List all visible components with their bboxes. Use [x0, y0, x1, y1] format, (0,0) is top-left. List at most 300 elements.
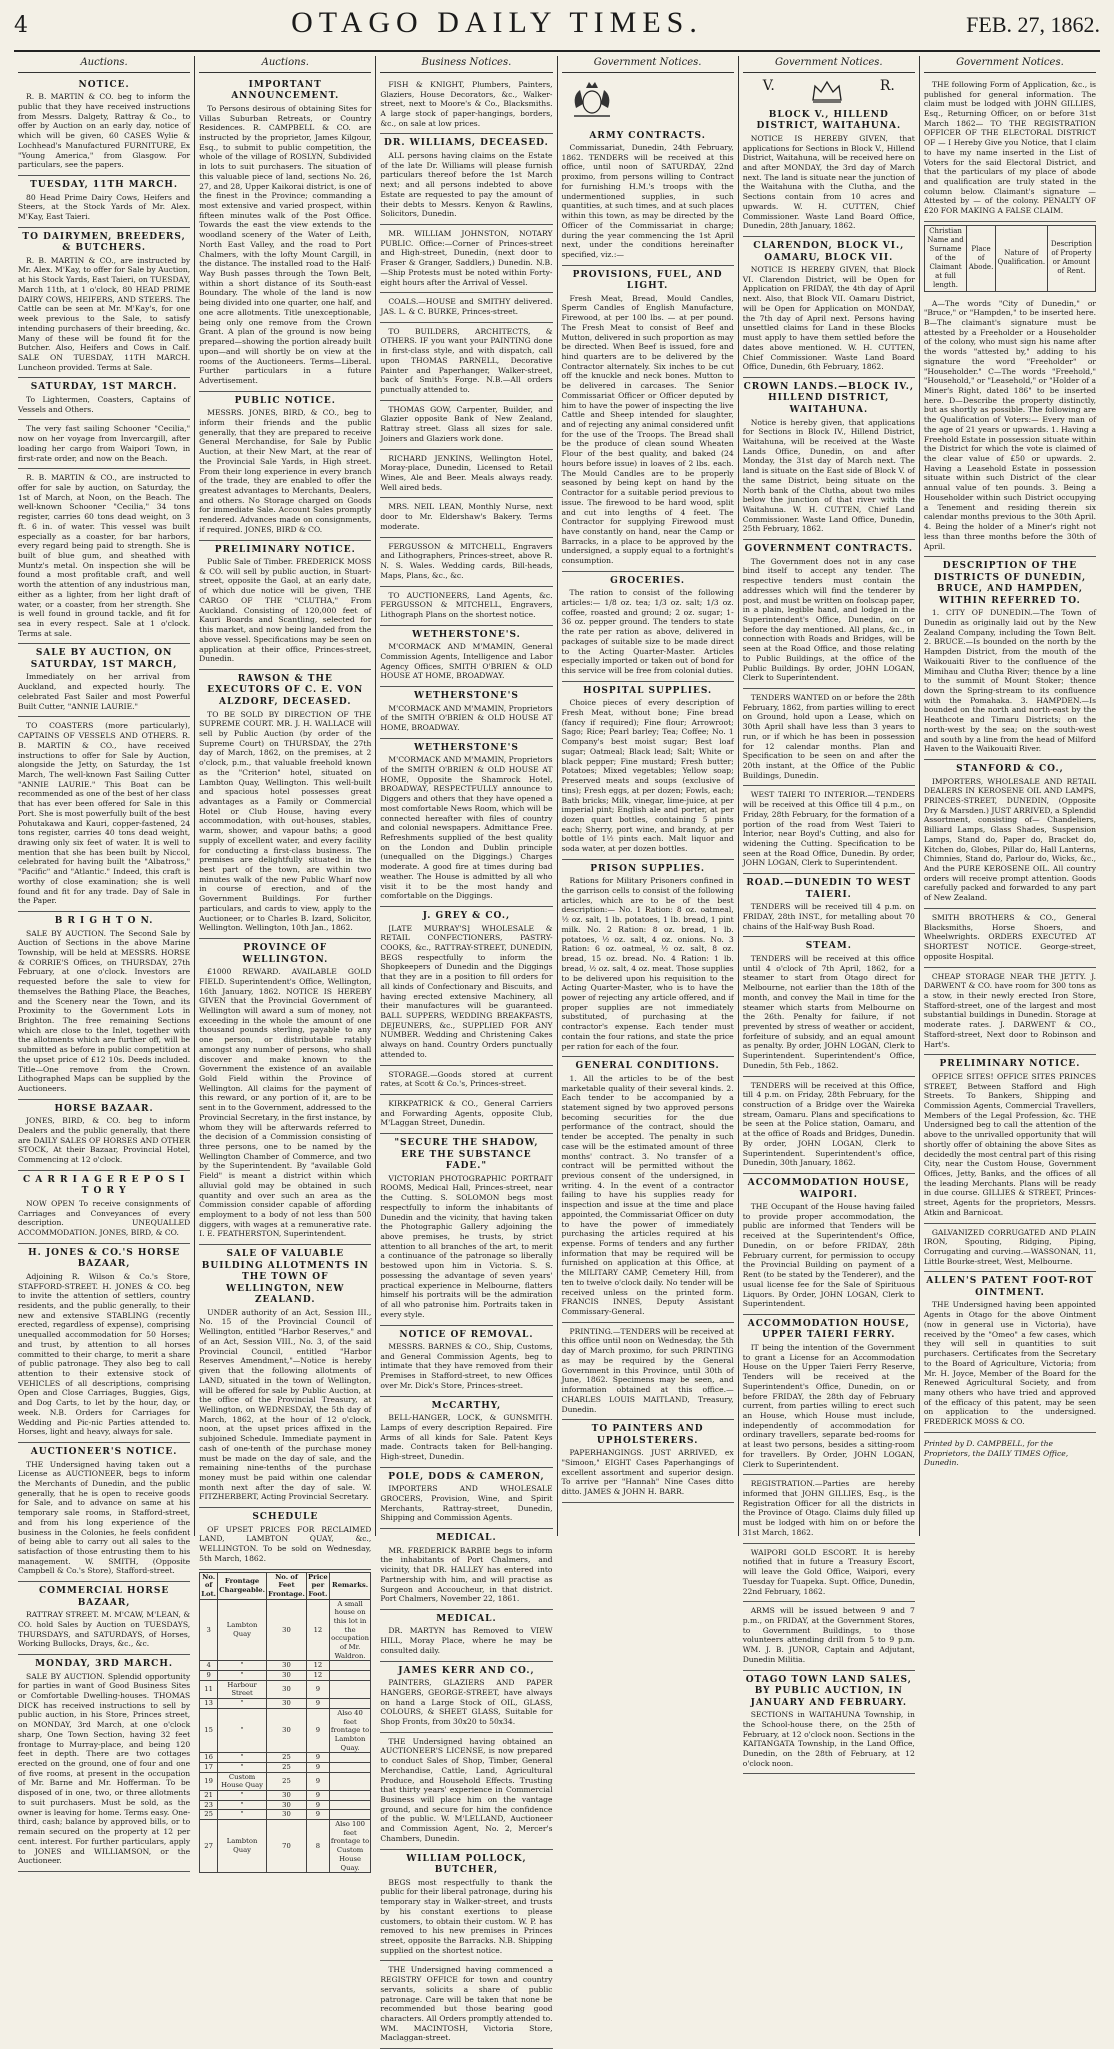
table-cell: 30	[267, 1671, 307, 1681]
ad-body: PAPERHANGINGS. JUST ARRIVED, ex "Simoon," EIGHT Cases Paperhangings of excellent assortment and superior design. To arrive per "Hannah" Nine Cases ditto ditto. JAMES & JOHN H. BARR.	[561, 1448, 734, 1497]
advertisement	[18, 1655, 190, 1872]
table-cell: "	[218, 1800, 267, 1810]
ad-body: ARMS will be issued between 9 and 7 p.m., on FRIDAY, at the Government Stores, to Government Buildings, to those volunteers attending drill from 5 to 9 p.m. WM. J. B. JUNOR, Captain and Adjutant, Dunedin Militia.	[742, 1606, 915, 1664]
column-1	[14, 56, 195, 1866]
ad-heading: PUBLIC NOTICE.	[234, 395, 336, 406]
table-cell: 4	[200, 1661, 218, 1671]
claim-cell: Christian Name and Surname of the Claimant at full length.	[924, 225, 966, 291]
table-cell: 25	[200, 1810, 218, 1820]
table-cell	[329, 1671, 371, 1681]
table-cell	[329, 1772, 371, 1790]
advertisement	[18, 228, 190, 379]
advertisement	[380, 134, 552, 225]
advertisement	[380, 1134, 552, 1325]
table-cell: 9	[306, 1753, 329, 1763]
table-cell	[329, 1699, 371, 1709]
ad-heading: PROVINCE OF WELLINGTON.	[242, 943, 329, 965]
table-cell: 16	[200, 1753, 218, 1763]
ad-body: OFFICE SITES! OFFICE SITES PRINCES STREET, Between Stafford and High Streets. To Bankers, Shipping and Commission Agents, Commercial Travellers, Members of the Legal Profession, &c. THE Undersigned beg to call the attention of the above to the unrivalled opportunity that will shortly offer of obtaining the above Sites as decidedly the most central part of this rising City, near the Custom House, Government Offices, Jetty, Banks, and the offices of all the leading Merchants. Plans will be ready in due course. GILLIES & STREET, Princes-street, Agents for the proprietors, Messrs. Atkin and Barnicoat.	[923, 1071, 1097, 1217]
ad-heading: SALE OF VALUABLE BUILDING ALLOTMENTS IN THE TOWN OF WELLINGTON, NEW ZEALAND.	[201, 1249, 369, 1306]
table-cell: 12	[306, 1599, 329, 1661]
table-cell: 13	[200, 1699, 218, 1709]
ad-body: TENDERS WANTED on or before the 28th February, 1862, from parties willing to erect on Ground, hold upon a Lease, which on 30th April shall have less than 3 years to run, or if which he has been in possession for 12 calendar months. Plan and Specification to be seen on and after the 20th instant, at the Office of the Public Buildings, Dunedin.	[742, 692, 915, 780]
advertisement	[18, 469, 190, 644]
ad-body: RICHARD JENKINS, Wellington Hotel, Moray-place, Dunedin, Licensed to Retail Wines, Ale and Beer. Meals always ready. Well aired beds.	[380, 453, 553, 492]
ad-body: The ration to consist of the following articles:— 1/8 oz. tea; 1/3 oz. salt; 1/3 oz. coffee, roasted and ground; 2 oz. sugar; 1-36 oz. pepper ground. The tenders to state the rate per ration as above, delivered in packages of suitable size to be made direct to the Acting Quarter-Master. Articles especially imported or taken out of bond for this service will be free from colonial duties.	[561, 588, 734, 676]
ad-body: BELL-HANGER, LOCK, & GUNSMITH. Lamps of every description Repaired. Fire Arms of all kinds for Sale. Patent Keys made. Contracts taken for Bell-hanging. High-street, Dunedin.	[380, 1413, 553, 1462]
advertisement	[199, 670, 371, 939]
ad-body: RATTRAY STREET. M. M'CAW, M'LEAN, & CO. hold Sales by Auction on TUESDAYS, THURSDAYS, and SATURDAYS, of Horses, Working Bullocks, Drays, &c., &c.	[18, 1610, 191, 1649]
ad-heading: CROWN LANDS.—BLOCK IV., HILLEND DISTRICT, WAITAHUNA.	[743, 381, 914, 415]
table-cell: "	[218, 1661, 267, 1671]
ads-list	[743, 106, 915, 1775]
table-cell	[329, 1753, 371, 1763]
ad-body: The Government does not in any case bind itself to accept any tender. The respective tenders must contain the addresses which will find the tenderer by post, and must be written on foolscap paper, in a plain, legible hand, and lodged in the Superintendent's Office, Dunedin, on or before the day mentioned. All plans, &c., in connection with Roads and Bridges, will be seen at the Road Office, and those relating to Public Buildings, at the office of the Public Buildings. By order, JOHN LOGAN, Clerk to Superintendent.	[742, 556, 915, 683]
ad-body: THE Undersigned having obtained an AUCTIONEER'S LICENSE, is now prepared to conduct Sales of Shop, Timber, General Merchandise, Cattle, Land, Agricultural Produce, and Household Effects. Trusting that thirty years' experience in Commercial Business will place him on the vantage ground, and secure for him the confidence of the public. W. M'LELLAND, Auctioneer and Commission Agent, No. 2, Mercer's Chambers, Dunedin.	[380, 1736, 553, 1843]
ad-body: A—The words "City of Dunedin," or "Bruce," or "Hampden," to be inserted here. B—The claimant's signature must be attested by a Freeholder or a Householder of the colony, who must sign his name after the words "attested by," adding to his signature the word "Freeholder" or "Householder." C—The words "Freehold," "Household," or "Leasehold," or "Holder of a Miner's Right, dated 186" to be inserted here. D—Describe the property distinctly, but as shortly as possible. The following are the Qualification of Voters:— Every man of the age of 21 years or upwards. 1. Having a Freehold Estate in possession situate within the District for which the vote is claimed of the clear value of £50 or upwards. 2. Having a Leasehold Estate in possession situate within such District of the clear annual value of ten pounds. 3. Being a Householder within such District occupying a Tenement and residing therein six calendar months previous to the 30th April. 4. Being the holder of a Miner's right not less than three months before the 30th of April.	[923, 298, 1097, 551]
table-cell	[329, 1762, 371, 1772]
ad-body: [LATE MURRAY'S] WHOLESALE & RETAIL CONFECTIONERS, PASTRY-COOKS, &c., RATTRAY-STREET, DUNEDIN, BEGS respectfully to inform the Shopkeepers of Dunedin and the Diggings that they are in a position to fill orders for all kinds of Confectionary and Biscuits, and having erected extensive Machinery, all their manufactures will be guaranteed. BALL SUPPERS, WEDDING BREAKFASTS, DEJEUNERS, &c., SUPPLIED FOR ANY NUMBER. Wedding and Christening Cakes always on hand. Country Orders punctually attended to.	[380, 923, 553, 1059]
table-row	[200, 1791, 371, 1801]
ad-body: Immediately on her arrival from Auckland, and expected hourly. The celebrated Fast Sailer and most Powerful Built Cutter, "ANNIE LAURIE."	[18, 672, 191, 711]
column-5	[739, 56, 920, 1768]
ad-body: PRINTING.—TENDERS will be received at this office until noon on Wednesday, the 5th day of March proximo, for such PRINTING as may be required by the General Government in this Province, until 30th of June, 1862. Specimens may be seen, and information obtained at this office.—CHARLES LOUIS MAITLAND, Treasury, Dunedin.	[561, 1326, 734, 1414]
ad-body: £1000 REWARD. AVAILABLE GOLD FIELD. Superintendent's Office, Wellington, 16th January, 1862. NOTICE IS HEREBY GIVEN that the Provincial Government of Wellington will award a sum of money, not exceeding in the whole the amount of one thousand pounds sterling, payable to any one person, or distributable ratably amongst any number of persons, who shall discover and make known to the Government the existence of an available Gold Field within the Province of Wellington. All claims for the payment of this reward, or any portion of it, are to be sent in to the Government, addressed to the Provincial Secretary, in the first instance, by whom they will be afterwards referred to the decision of a Commission consisting of three persons, one to be named by the Wellington Chamber of Commerce, and two by the Superintendent. By "available Gold Field" is meant a district within which alluvial gold may be obtained in such quantity and over such an area as the Commission consider capable of affording employment to a body of not less than 500 diggers, with wages at a remunerative rate. I. E. FEATHERSTON, Superintendent.	[199, 967, 372, 1239]
table-cell: 30	[267, 1680, 307, 1698]
advertisement	[380, 907, 552, 1066]
table-row	[200, 1753, 371, 1763]
ad-heading: COMMERCIAL HORSE BAZAAR,	[38, 1586, 170, 1608]
table-cell: 9	[306, 1800, 329, 1810]
advertisement	[743, 106, 915, 237]
table-cell	[329, 1810, 371, 1820]
advertisement	[380, 587, 552, 626]
table-cell	[329, 1791, 371, 1801]
table-cell: 9	[306, 1680, 329, 1698]
column-header: Government Notices.	[924, 56, 1096, 73]
ad-body: SALE BY AUCTION. Splendid opportunity for parties in want of Good Business Sites or Comfortable Dwelling-houses. THOMAS DICK has received instructions to sell by public auction, in his Store, Princes street, on MONDAY, 3rd March, at one o'clock sharp, One Town Section, having 32 feet frontage to Murray-place, and being 120 feet in depth. There are two cottages erected on the ground, one of four and one of five rooms, at present in the occupation of Mr. Barne and Mr. Hofferman. To be disposed of in one, two, or three allotments to suit purchasers. Must be sold, as the owner is leaving for home. Terms easy. One-third, cash; balance by approved bills, or to remain secured on the property at 12 per cent. interest. For further particulars, apply to JONES and WILLIAMSON, or the Auctioneer.	[18, 1671, 191, 1866]
advertisement	[562, 860, 734, 1057]
schedule-header-row	[200, 1572, 371, 1599]
advertisement	[924, 1055, 1096, 1223]
ad-heading: WILLIAM POLLOCK, BUTCHER,	[406, 1853, 527, 1876]
ad-heading: SALE BY AUCTION, ON SATURDAY, 1ST MARCH,	[30, 648, 178, 670]
advertisement	[562, 266, 734, 572]
cipher-v: V.	[762, 77, 775, 94]
ad-body: TO COASTERS (more particularly), CAPTAINS OF VESSELS AND OTHERS. R. B. MARTIN & CO., have received instructions to offer for Sale by Auction, alongside the Jetty, on Saturday, the 1st March, The well-known Fast Sailing Cutter "ANNIE LAURIE." This Boat can be recommended as one of the best of her class that has ever been offered for Sale in this Port. She is most powerfully built of the best Pohutakawa and Kauri, copper-fastened, 24 tons register, carries 40 tons dead weight, drawing only six feet of water. It is well to mention that she has been built by Niccol, celebrated for having built the "Albatross," "Pacific" and "Atlantic." Indeed, this craft is worthy of close examination; she is well found and fit for any trade. Day of Sale in the Paper.	[18, 721, 191, 906]
table-cell: 21	[200, 1791, 218, 1801]
advertisement	[743, 689, 915, 786]
table-cell: 30	[267, 1699, 307, 1709]
advertisement	[18, 1244, 190, 1443]
advertisement	[380, 1662, 552, 1733]
ad-heading: GOVERNMENT CONTRACTS.	[744, 544, 913, 555]
advertisement	[18, 717, 190, 912]
ad-body: MESSRS. JONES, BIRD, & CO., beg to inform their friends and the public generally, that they are prepared to receive General Merchandise, for Sale by Public Auction, at their New Mart, at the rear of the Provincial Sale Yards, in High street. From their long experience in every branch of the trade, they are enabled to offer the greatest advantages to Merchants, Dealers, and others. No Storage charged on Goods for immediate Sale. Account Sales promptly rendered. Advances made on consignments, if required. JONES, BIRD & CO.	[199, 408, 372, 534]
ad-heading: DESCRIPTION OF THE DISTRICTS OF DUNEDIN, BRUCE, AND HAMPDEN, WITHIN REFERRED TO.	[933, 561, 1087, 606]
ad-body: Notice is hereby given, that applications for Sections in Block IV., Hillend District, Waitahuna, will be received at the Waste Lands Office, Dunedin, on and after Monday, the 31st day of March next. The land is situate on the East side of Block V. of the same District, being situate on the North bank of the Clutha, about two miles below the junction of that river with the Waitahuna. W. H. CUTTEN, Chief Land Commissioner. Waste Land Office, Dunedin, 25th February, 1862.	[742, 417, 915, 534]
table-cell: 9	[306, 1762, 329, 1772]
ad-body: GALVANIZED CORRUGATED AND PLAIN IRON, Spouting, Ridging, Piping, Corrugating and curving.—WASSONAN, 11, Little Bourke-street, West, Melbourne.	[923, 1227, 1097, 1266]
advertisement	[924, 968, 1096, 1056]
ad-body: NOTICE IS HEREBY GIVEN, that Block VI. Clarendon District, will be Open for Application on FRIDAY, the 4th day of April next. Also, that Block VII. Oamaru District, will be Open for Application on MONDAY, the 7th day of April next. Persons having unsettled claims for Land in these Blocks must apply to have them settled before the dates above mentioned. W. H. CUTTEN, Chief Commissioner. Waste Land Board Office, Dunedin, 6th February, 1862.	[742, 265, 915, 372]
ad-body: To Persons desirous of obtaining Sites for Villas Suburban Retreats, or Country Residences. R. CAMPBELL & CO. are instructed by the proprietor, James Kilgour, Esq., to submit to public competition, the whole of the village of ROSLYN, Subdivided in lots to suit purchasers. The situation of this valuable piece of land, sections No. 26, 27, and 28, Upper Kaikorai district, is one of the finest in the Province; commanding a most extensive and varied prospect, within fifteen minutes walk of the Post Office. Towards the east the view extends to the woodland scenery of the Water of Leith, North East Valley, and the road to Port Chalmers, with the lofty Mount Cargill, in the distance. The installed road to the Half-Way Bush passes through the Town Belt, within a short distance of its South-east Boundary. The whole of the land is now being divided into one quarter, one half, and one acre allotments. Title unexceptionable, being only one remove from the Crown Grant. A plan of the ground is now being prepared—showing the portion already built upon—and will shortly be on view at the rooms of the Auctioneers. Terms—Liberal. Further particulars in a future Advertisement.	[199, 103, 372, 385]
schedule-header-cell: Remarks.	[329, 1572, 371, 1599]
table-cell: "	[218, 1762, 267, 1772]
ad-body: NOTICE IS HEREBY GIVEN, that applications for Sections in Block V., Hillend District, Waitahuna, will be received here on and after MONDAY, the 3rd day of March next. The land is situate near the junction of the Waitahuna with the Clutha, and the Sections contain from 10 acres and upwards. W. H. CUTTEN, Chief Commissioner. Waste Land Board Office, Dunedin, 28th January, 1862.	[742, 133, 915, 231]
table-cell: 9	[306, 1699, 329, 1709]
ad-body: FISH & KNIGHT, Plumbers, Painters, Glaziers, House Decorators, &c., Walker-street, next to Moore's & Co., Blacksmiths. A large stock of paper-hangings, borders, &c., on sale at low prices.	[380, 79, 553, 128]
table-cell: "	[218, 1810, 267, 1820]
printer-imprint: Printed by D. CAMPBELL, for the Proprietors, the DAILY TIMES Office, Dunedin.	[923, 1438, 1069, 1468]
column-2	[195, 56, 376, 1872]
ad-body: THE Undersigned having been appointed Agents in Otago for the above Ointment (now in general use in Victoria), have received by the "Omeo" a few cases, which they will sell in quantities to suit purchasers. Certificates from the Secretary to the Board of Agriculture, Victoria; from Mr. H. Joyce, Member of the Board for the Renewed Agricultural Society, and from many others who have tried and approved of the efficacy of this patent, may be seen on application to the undersigned. FREDERICK MOSS & CO.	[923, 1300, 1097, 1427]
ad-body: MR. FREDERICK BARBIE begs to inform the inhabitants of Port Chalmers, and vicinity, that DR. HALLEY has entered into Partnership with him, and will practise as Surgeon and Accoucheur, in that district. Port Chalmers, November 22, 1861.	[380, 1545, 553, 1604]
ad-body: TENDERS will be received till 4 p.m. on FRIDAY, 28th INST., for metalling about 70 chains of the Half-way Bush Road.	[742, 902, 915, 931]
table-cell: 9	[306, 1708, 329, 1752]
ad-body: JONES, BIRD, & CO. beg to inform Dealers and the public generally, that there are DAILY SALES OF HORSES AND OTHER STOCK, At their Bazaar, Provincial Hotel, Commencing at 12 o'clock.	[18, 1116, 191, 1165]
table-cell: 12	[306, 1661, 329, 1671]
advertisement	[18, 378, 190, 420]
ad-heading: NOTICE.	[78, 79, 130, 90]
ad-heading: TUESDAY, 11TH MARCH.	[30, 180, 179, 191]
advertisement	[18, 420, 190, 469]
table-cell: 25	[267, 1753, 307, 1763]
ad-body: M'CORMACK AND M'MAMIN, Proprietors of the SMITH O'BRIEN & OLD HOUSE AT HOME, BROADWAY.	[380, 703, 553, 732]
advertisement	[562, 1323, 734, 1420]
advertisement	[924, 76, 1096, 222]
newspaper-title: OTAGO DAILY TIMES.	[291, 6, 703, 39]
table-row	[200, 1661, 371, 1671]
ad-heading: CLARENDON, BLOCK VI., OAMARU, BLOCK VII.	[753, 241, 905, 263]
table-cell: 17	[200, 1762, 218, 1772]
advertisement	[924, 909, 1096, 968]
ad-heading: C A R R I A G E R E P O S I T O R Y	[22, 1174, 186, 1197]
ad-body: TO BUILDERS, ARCHITECTS, & OTHERS. IF you want your PAINTING done in first-class style, and with dispatch, call upon THOMAS PARNELL, Decorative Painter and Paperhanger, Walker-street, back of Smith's Forge. N.B.—All orders punctually attended to.	[380, 326, 553, 394]
ad-body: R. B. MARTIN & CO., are instructed to offer for sale by auction, on Saturday, the 1st of March, at Noon, on the Beach. The well-known Schooner "Cecilia," 34 tons register, carries 60 tons dead weight, on 3 ft. 6 in. of water. This vessel was built especially as a coaster, for bar harbors, every regard being paid to strength. She is built of blue gum, and sheathed with Muntz's metal. On inspection she will be found a most profitable craft, and well worth the attention of any industrious man, either as a lighter, from her light draft of water, or a coaster, from her strength. She is well found in ground tackle, and fit for sea in every respect. Sale at 1 o'clock. Terms at sale.	[18, 473, 191, 638]
schedule-header-cell: Frontage Chargeable.	[218, 1572, 267, 1599]
advertisement	[562, 1420, 734, 1503]
ad-heading: PRELIMINARY NOTICE.	[939, 1059, 1081, 1070]
ad-heading: IMPORTANT ANNOUNCEMENT.	[231, 79, 340, 102]
ad-heading: WETHERSTONE'S	[413, 742, 519, 753]
advertisement	[199, 1508, 371, 1569]
ad-body: TO BE SOLD BY DIRECTION OF THE SUPREME COURT. MR. J. H. WALLACE will sell by Public Auction (by order of the Supreme Court) on THURSDAY, the 27th day of March, 1862, on the premises, at 2 o'clock, p.m., that valuable freehold known as the "Criterion" hotel, situated on Lambton Quay, Wellington. This well-built and spacious hotel possesses great advantages as a Family or Commercial Hotel or Club House, having every accommodation, with out-houses, stables, warm, shower, and vapour baths; a good supply of excellent water, and every facility for conducting a first-class business. The premises are delightfully situated in the best part of the town, are within two minutes walk of the new Public Wharf now in course of erection, and of the Government Buildings. For further particulars, and cards to view, apply to the Auctioneer, or to Charles B. Izard, Solicitor, Wellington. Wellington, 10th Jan., 1862.	[199, 709, 372, 933]
table-row	[200, 1820, 371, 1873]
table-row	[200, 1680, 371, 1698]
table-cell: Lambton Quay	[218, 1820, 267, 1873]
ad-heading: J. GREY & CO.,	[422, 911, 511, 922]
advertisement	[380, 687, 552, 739]
ad-heading: RAWSON & THE EXECUTORS OF C. E. VON ALZDORF, DECEASED.	[207, 673, 364, 707]
advertisement	[380, 1961, 552, 2049]
advertisement	[743, 874, 915, 937]
table-cell: A small house on this lot in the occupation of Mr. Waldron.	[331, 1599, 370, 1660]
advertisement	[380, 293, 552, 322]
page-number: 4	[14, 13, 28, 38]
advertisement	[18, 176, 190, 228]
table-cell: 23	[200, 1800, 218, 1810]
ad-body: Commissariat, Dunedin, 24th February, 1862. TENDERS will be received at this office, until noon of SATURDAY, 22nd proximo, from persons willing to Contract for furnishing H.M.'s troops with the undermentioned supplies, in such quantities, at such times, and at such places within this town, as may be directed by the Officer of the Commissariat in charge; during the year commencing the 1st April next, under the conditions hereinafter specified, viz.:—	[561, 143, 734, 259]
ad-body: THE Occupant of the House having failed to provide proper accommodation, the public are informed that Tenders will be received at the Superintendent's Office, Dunedin, on or before FRIDAY, 28th February current, for permission to occupy the Provincial Building on payment of a Rent (to be stated by the Tenderer), and the usual license fee for the Sale of Spirituous Liquors. By Order, JOHN LOGAN, Clerk to Superintendent.	[742, 1202, 915, 1309]
ad-body: THE following Form of Application, &c., is published for general information. The claim must be lodged with JOHN GILLIES, Esq., Returning Officer, on or before 31st March 1862— TO THE REGISTRATION OFFICER OF THE ELECTORAL DISTRICT OF — I Hereby Give you Notice, that I claim to have my name inserted in the List of Voters for the said Electoral District, and that the particulars of my place of abode and qualification are truly stated in the column below. Claimant's signature — Attested by — of the colony. PENALTY OF £20 FOR MAKING A FALSE CLAIM.	[923, 79, 1097, 216]
advertisement	[199, 541, 371, 670]
ads-list	[380, 76, 552, 2049]
ad-body: DR. MARTYN has Removed to VIEW HILL, Moray Place, where he may be consulted daily.	[380, 1626, 553, 1655]
ad-body: BEGS most respectfully to thank the public for their liberal patronage, during his temporary stay in Walker-street, and trusts by his constant exertions to please customers, to obtain their custom. W. P. has removed to his new premises in Princes street, opposite the Barracks. N.B. Shipping supplied on the shortest notice.	[380, 1877, 553, 1955]
ad-body: IMPORTERS, WHOLESALE AND RETAIL DEALERS IN KEROSENE OIL AND LAMPS, PRINCES-STREET, DUNEDIN, (Opposite Dry & Marsden.) JUST ARRIVED, a Splendid Assortment, consisting of— Chandeliers, Billiard Lamps, Glass Shades, Suspension Lamps, Stand do, Paper do, Bracket do, Kitchen do, Globes, Pillar do, Hall Lanterns, Chimnies, Stand do, Parlour do, Wicks, &c., And the PURE KEROSENE OIL. All country orders will receive prompt attention. Goods carefully packed and forwarded to any part of New Zealand.	[923, 776, 1097, 903]
advertisement	[18, 1100, 190, 1171]
advertisement	[380, 538, 552, 587]
ad-body: 80 Head Prime Dairy Cows, Heifers and Steers, at the Stock Yards of Mr. Alex. M'Kay, East Taieri.	[18, 192, 191, 222]
advertisement	[743, 540, 915, 689]
ad-body: M'CORMACK AND M'MAMIN, Proprietors of the SMITH O'BRIEN & OLD HOUSE AT HOME, Opposite the Shamrock Hotel, BROADWAY, RESPECTFULLY announce to Diggers and others that they have opened a most comfortable News Room, which will be connected hereafter with files of country and colonial newspapers. Admittance Free. Refreshments supplied of the best quality on the London and Dublin principle (unequalled on the Diggings.) Charges moderate. A good fire at times during bad weather. The House is admitted by all who visit it to be the most handy and comfortable on the Diggings.	[380, 755, 553, 901]
column-header: Auctions.	[18, 56, 190, 73]
table-cell: 27	[200, 1820, 218, 1873]
ad-body: WAIPORI GOLD ESCORT. It is hereby notified that in future a Treasury Escort, will leave the Gold Office, Waipori, every Tuesday for Tuapeka. Supt. Office, Dunedin, 22nd February, 1862.	[742, 1547, 915, 1596]
ad-body: VICTORIAN PHOTOGRAPHIC PORTRAIT ROOMS, Medical Hall, Princes-street, near the Cutting. S. SOLOMON begs most respectfully to inform the inhabitants of Dunedin and the vicinity, that having taken the Photographic Gallery adjoining the above premises, he trusts, by strict attention to all branches of the art, to merit a continuance of the patronage so liberally bestowed upon him in Victoria. S. S. possessing the advantage of seven years' practical experience in Melbourne, flatters himself his portraits will be the admiration of all who patronise him. Portraits taken in every style.	[380, 1173, 553, 1319]
ad-body: THE Undersigned having commenced a REGISTRY OFFICE for town and country servants, solicits a share of public patronage. Care will be taken that none be recommended but those bearing good characters. All Orders promptly attended to. WM. MACINTOSH, Victoria Store, Maclaggan-street.	[380, 1965, 553, 2043]
table-cell: Also 40 feet frontage to Lambton Quay.	[330, 1708, 370, 1752]
ad-body: FERGUSSON & MITCHELL, Engravers and Lithographers, Princes-street, above R. N. S. Wales. Wedding cards, Bill-heads, Maps, Plans, &c., &c.	[380, 541, 553, 580]
table-row	[200, 1708, 371, 1752]
ad-heading: WETHERSTONE'S	[413, 691, 519, 702]
ad-heading: PRELIMINARY NOTICE.	[214, 544, 356, 555]
advertisement	[743, 937, 915, 1076]
ad-body: The very fast sailing Schooner "Cecilia," now on her voyage from Invercargill, after loading her cargo from Waipori Town, in first-rate order, and now on the Beach.	[18, 424, 191, 463]
ad-body: R. B. MARTIN & CO. beg to inform the public that they have received instructions from Messrs. Dalgety, Rattray & Co., to offer by Auction on an early day, notice of which will be given, 60 CASES Wylie & Lochhead's Manufactured FURNITURE, Ex "Young America," from Glasgow. For particulars, see the papers.	[18, 92, 191, 170]
table-row	[200, 1810, 371, 1820]
ad-body: COALS.—HOUSE and SMITHY delivered. JAS. L. & C. BURKE, Princes-street.	[380, 297, 553, 316]
advertisement	[743, 1077, 915, 1174]
table-row	[200, 1599, 371, 1661]
advertisement	[380, 1397, 552, 1468]
table-cell: 30	[267, 1661, 307, 1671]
advertisement	[562, 682, 734, 860]
table-cell: 19	[200, 1772, 218, 1790]
claim-cell: Nature of Qualification.	[995, 225, 1047, 291]
ad-heading: ACCOMMODATION HOUSE, UPPER TAIERI FERRY.	[747, 1318, 910, 1341]
ad-body: PAINTERS, GLAZIERS AND PAPER HANGERS, GEORGE-STREET, have always on hand a Large Stock of OIL, GLASS, COLOURS, & SHEET GLASS, Suitable for Shop Fronts, from 30x20 to 50x34.	[380, 1678, 553, 1727]
ad-body: UNDER authority of an Act, Session III., No. 15 of the Provincial Council of Wellington, entitled "Harbor Reserves," and of an Act, Session VIII., No. 3, of the said Provincial Council, entitled "Harbor Reserves Amendment,"—Notice is hereby given that the following allotments of LAND, situated in the town of Wellington, will be offered for sale by Public Auction, at the office of the Provincial Treasury, at Wellington, on WEDNESDAY, the 5th day of March, 1862, at the hour of 12 o'clock, noon, at the upset prices affixed in the subjoined Schedule. Immediate payment in cash of one-tenth of the purchase money must be made on the day of sale, and the remaining nine-tenths of the purchase money must be paid within one calendar month next after the day of sale. W. FITZHERBERT, Acting Provincial Secretary.	[199, 1307, 372, 1502]
ad-body: 1. All the articles to be of the best marketable quality of their several kinds. 2. Each tender to be accompanied by a statement signed by two approved persons becoming securities for the due performance of the contract, should the tender be accepted. The penalty in such case will be the estimated amount of three months' contract. 3. No transfer of a contract will be permitted without the previous consent of the undersigned, in writing. 4. In the event of a contractor failing to have his supplies ready for inspection and issue at the time and place appointed, the Commissariat Officer on duty to have the power of immediately purchasing the articles required at his expense. Forms of tenders and any further information that may be required will be furnished on application at this Office, at the MILITARY CAMP, Cemetery Hill, from ten to twelve o'clock daily. No tender will be received unless on the printed form. FRANCIS INNES, Deputy Assistant Commissary-General.	[561, 1073, 734, 1317]
advertisement	[380, 1066, 552, 1095]
advertisement	[380, 739, 552, 907]
claim-row	[924, 225, 1095, 291]
column-4	[558, 56, 739, 1536]
table-cell: 30	[267, 1800, 307, 1810]
advertisement	[380, 1326, 552, 1397]
cipher-r: R.	[879, 77, 895, 94]
crown-icon	[807, 78, 847, 104]
advertisement	[199, 76, 371, 392]
column-header: Business Notices.	[380, 56, 552, 73]
ads-list	[18, 76, 190, 1872]
table-cell: 25	[267, 1762, 307, 1772]
advertisement	[924, 1224, 1096, 1273]
advertisement	[380, 450, 552, 499]
table-cell: 15	[200, 1708, 218, 1752]
ad-body: ALL persons having claims on the Estate of the late Dr. Williams will please furnish particulars thereof before the 1st March next; and all persons indebted to above Estate are requested to pay the amount of their debts to Messrs. Kenyon & Rawlins, Solicitors, Dunedin.	[380, 150, 553, 219]
schedule-body	[200, 1599, 371, 1873]
issue-date: FEB. 27, 1862.	[966, 12, 1100, 37]
ad-body: MRS. NEIL LEAN, Monthly Nurse, next door to Mr. Eldershaw's Bakery. Terms moderate.	[380, 502, 553, 531]
advertisement	[743, 1315, 915, 1475]
table-cell	[329, 1680, 371, 1698]
ad-body: STORAGE.—Goods stored at current rates, at Scott & Co.'s, Princes-street.	[380, 1069, 553, 1089]
ad-body: Adjoining R. Wilson & Co.'s Store, STAFFORD-STREET. H. JONES & CO. beg to invite the attention of settlers, country residents, and the public generally, to their new and extensive STABLING (recently erected, regardless of expense), comprising unequalled accommodation for 50 Horses; and trust, by attention to all horses committed to their charge, to merit a share of public patronage. They also beg to call attention to their extensive stock of VEHICLES of all descriptions, comprising Open and Close Carriages, Buggies, Gigs, and Dog Carts, to let by the hour, day, or week. N.B. Orders for Carriages for Wedding and Pic-nic Parties attended to. Horses, light and heavy, always for sale.	[18, 1271, 191, 1437]
claim-table	[924, 225, 1096, 292]
table-cell: 70	[267, 1820, 307, 1873]
table-cell: 30	[267, 1599, 307, 1661]
claim-cell: Description of Property or Amount of Rent.	[1047, 225, 1095, 291]
table-cell: 9	[306, 1791, 329, 1801]
ad-body: SALE BY AUCTION. The Second Sale by Auction of Sections in the above Marine Township, will be held at MESSRS. HORSE & CORRIE'S Offices, on THURSDAY, 27th February, at one o'clock. Investors are requested before the sale to view for themselves the Bathing Place, the Beaches, and the Scenery near the Town, and its Proximity to the Government Lots in Brighton. The free remaining Sections which are close to the Inlet, together with the allotments which are further off, will be submitted as before in public competition at the upset price of £12 10s. Deeds included. Title—One remove from the Crown. Lithographed Maps can be supplied by the Auctioneers.	[18, 928, 191, 1094]
table-cell: Harbour Street	[218, 1680, 267, 1698]
ad-heading: ACCOMMODATION HOUSE, WAIPORI.	[747, 1178, 910, 1200]
royal-arms-icon	[562, 78, 622, 122]
table-cell: "	[218, 1708, 267, 1752]
table-cell: "	[218, 1699, 267, 1709]
ad-heading: HORSE BAZAAR.	[54, 1103, 154, 1114]
ad-heading: GROCERIES.	[610, 575, 686, 586]
ad-heading: ARMY CONTRACTS.	[589, 130, 706, 141]
advertisement	[562, 572, 734, 682]
table-cell	[329, 1661, 371, 1671]
advertisement	[380, 76, 552, 135]
advertisement	[380, 498, 552, 537]
table-cell: Custom House Quay	[218, 1772, 267, 1790]
advertisement	[380, 1850, 552, 1962]
ad-heading: MEDICAL.	[436, 1533, 497, 1544]
ad-body: KIRKPATRICK & CO., General Carriers and Forwarding Agents, opposite Club, M'Laggan Street, Dunedin.	[380, 1099, 553, 1128]
ad-body: Choice pieces of every description of Fresh Meat, without bone; Fine bread (fancy if required); Fine flour; Arrowroot; Sago; Rice; Pearl barley; Tea; Coffee; No. 1 Company's best moist sugar; Best loaf sugar; Oatmeal; Black lead; Salt; White or black pepper; Fine mustard; Fresh butter; Potatoes; Mixed vegetables; Yellow soap; Preserved meats and soups (exclusive of tins); Fresh eggs, at per dozen; Fowls, each; Bath bricks; Milk, vinegar, lime-juice, at per imperial pint; English ale and porter, at per dozen quart bottles, containing 5 pints each; Sherry, port wine, and brandy, at per bottle of 1½ pints each. Malt liquor and soda water, at per dozen bottles.	[561, 698, 734, 854]
table-cell: 9	[306, 1772, 329, 1790]
ad-heading: OTAGO TOWN LAND SALES, BY PUBLIC AUCTION, IN JANUARY AND FEBRUARY.	[745, 1674, 912, 1708]
ad-heading: MONDAY, 3RD MARCH.	[35, 1659, 173, 1670]
advertisement	[743, 237, 915, 378]
advertisement	[380, 1529, 552, 1610]
ad-body: CHEAP STORAGE NEAR THE JETTY. J. DARWENT & CO. have room for 300 tons as a stow, in their newly erected Iron Store, Stafford-street, one of the largest and most substantial buildings in Dunedin. Storage at moderate rates. J. DARWENT & CO., Stafford-street, Next door to Robinson and Hart's.	[923, 971, 1097, 1049]
ad-heading: SATURDAY, 1ST MARCH.	[30, 382, 178, 393]
table-cell	[329, 1800, 371, 1810]
ad-body: THOMAS GOW, Carpenter, Builder, and Glazier opposite Bank of New Zealand, Rattray street. Glass all sizes for sale. Joiners and Glaziers work done.	[380, 404, 553, 443]
ad-body: TO AUCTIONEERS, Land Agents, &c. FERGUSSON & MITCHELL, Engravers, Lithograph Plans on the shortest notice.	[380, 590, 553, 619]
table-cell: Also 100 feet frontage to Custom House Quay.	[330, 1820, 370, 1872]
column-header: Auctions.	[199, 56, 371, 73]
ad-body: SECTIONS in WAITAHUNA Township, in the School-house there, on the 25th of February, at 12 o'clock noon. Sections in the KAITANGATA Township, in the Land Office, Dunedin, on the 28th of February, at 12 o'clock noon.	[742, 1710, 915, 1768]
table-cell: 11	[200, 1680, 218, 1698]
table-cell: "	[218, 1753, 267, 1763]
advertisement	[743, 1544, 915, 1603]
schedule-header-cell: No. of Lot.	[201, 1572, 217, 1598]
ad-body: Fresh Meat, Bread, Mould Candles, Sperm Candles of English Manufacture, Firewood, at per 100 lbs. — at per pound. The Fresh Meat to consist of Beef and Mutton, delivered in such proportion as may be directed. When Beef is issued, fore and hind quarters are to be delivered by the Contractor alternately. Six inches to be cut off the knuckle and neck bones. Mutton to be delivered in carcases. The Senior Commissariat Officer or Officer deputed by him to have the power of inspecting the live Cattle and Sheep intended for slaughter, and of rejecting any animal considered unfit for the use of the Troops. The Bread shall be the produce of clean sound Wheaten Flour of the best quality, and baked (24 hours before issue) in loaves of 2 lbs. each. The Mould Candles are to be properly seasoned by being kept on hand by the Contractor for a suitable period previous to issue. The firewood to be hard wood, split and cut into lengths of 4 feet. The Contractor for supplying Firewood must have constantly on hand, near the Camp or Barracks, in a place to be approved by the undersigned, a supply equal to a fortnight's consumption.	[561, 293, 734, 566]
table-cell: 30	[267, 1708, 307, 1752]
ad-body: REGISTRATION.—Parties are hereby informed that JOHN GILLIES, Esq., is the Registration Officer for all the districts in the Province of Otago. Claims duly filled up must be lodged with him on or before the 31st March, 1862.	[742, 1479, 915, 1537]
ad-heading: HOSPITAL SUPPLIES.	[583, 685, 713, 696]
ad-body: TENDERS will be received at this office until 4 o'clock of 7th April, 1862, for a steamer to start from Otago direct for Melbourne, not earlier than the 18th of the month, and convey the Mail in time for the steamer which starts from Melbourne on the 26th. Penalty for failure, if not prevented by stress of weather or accident, forfeiture of subsidy, and an equal amount as penalty. By order, JOHN LOGAN, Clerk to Superintendent. Superintendent's Office, Dunedin, 5th Feb., 1862.	[742, 953, 915, 1070]
ad-heading: ALLEN'S PATENT FOOT-ROT OINTMENT.	[926, 1276, 1094, 1298]
ads-list	[562, 127, 734, 1503]
table-row	[200, 1762, 371, 1772]
advertisement	[743, 1671, 915, 1775]
ad-body: Public Sale of Timber. FREDERICK MOSS & CO. will sell by public auction, in Stuart-street, opposite the Gaol, at an early date, of which due notice will be given, THE CARGO OF THE "CLUTHA," From Auckland. Consisting of 120,000 feet of Kauri Boards and Scantling, selected for this market, and now being landed from the above vessel. Specifications may be seen on application at their office, Princes-street, Dunedin.	[199, 557, 372, 664]
column-header: Government Notices.	[562, 56, 734, 73]
ad-heading: ROAD.—DUNEDIN TO WEST TAIERI.	[746, 878, 912, 900]
column-header: Government Notices.	[743, 56, 915, 73]
advertisement	[18, 912, 190, 1100]
ad-heading: McCARTHY,	[431, 1400, 502, 1411]
table-cell: 9	[306, 1810, 329, 1820]
masthead	[14, 6, 1100, 52]
ad-body: THE Undersigned having taken out a License as AUCTIONEER, begs to inform the Merchants of Dunedin, and the public generally, that he is open to receive goods for Sale, and to advance on same at his temporary sale rooms, in Stafford-street, and from his long experience of the business in the Colonies, he feels confident of being able to carry out all sales to the satisfaction of those entrusting them to his management. W. SMITH, (Opposite Campbell & Co.'s Store), Stafford-street.	[18, 1459, 191, 1576]
table-cell: 3	[200, 1599, 218, 1661]
advertisement	[380, 401, 552, 450]
ad-heading: MEDICAL.	[436, 1613, 497, 1624]
ad-body: NOW OPEN To receive consignments of Carriages and Conveyances of every description. UNEQUALLED ACCOMMODATION. JONES, BIRD, & CO.	[18, 1198, 191, 1238]
table-row	[200, 1772, 371, 1790]
ad-heading: AUCTIONEER'S NOTICE.	[30, 1447, 178, 1457]
schedule-header-cell: No. of Feet Frontage.	[268, 1572, 305, 1598]
advertisement	[562, 1057, 734, 1322]
advertisement	[380, 626, 552, 687]
ad-body: TENDERS will be received at this Office, till 4 p.m. on Friday, 28th February, for the construction of a Bridge over the Waireka stream, Oamaru. Plans and specifications to be seen at the Police station, Oamaru, and at the office of Roads and Bridges, Dunedin. By order, JOHN LOGAN, Clerk to Superintendent. Superintendent's office, Dunedin, 30th January, 1862.	[742, 1080, 915, 1168]
ad-body: MESSRS. BARNES & CO., Ship, Customs, and General Commission Agents, beg to intimate that they have removed from their Premises in Stafford-street, to new Offices over Mr. Dick's Store, Princes-street.	[380, 1342, 553, 1390]
ad-heading: STANFORD & CO.,	[956, 764, 1064, 775]
table-cell: 30	[267, 1810, 307, 1820]
ads-list-2	[924, 295, 1096, 1433]
advertisement	[743, 378, 915, 540]
royal-cipher	[743, 76, 915, 106]
advertisement	[380, 323, 552, 401]
advertisement	[18, 76, 190, 176]
advertisement	[924, 760, 1096, 909]
table-row	[200, 1671, 371, 1681]
table-cell: 8	[306, 1820, 329, 1873]
ad-heading: H. JONES & CO.'S HORSE BAZAAR,	[28, 1247, 181, 1270]
ad-heading: STEAM.	[805, 941, 852, 952]
ad-heading: "SECURE THE SHADOW, ERE THE SUBSTANCE FADE."	[394, 1138, 539, 1172]
advertisement	[924, 1272, 1096, 1432]
ad-heading: WETHERSTONE'S.	[412, 629, 521, 640]
advertisement	[924, 295, 1096, 558]
ad-body: Rations for Military Prisoners confined in the garrison cells to consist of the following articles, which are to be of the best description:— No. 1 Ration: 8 oz. oatmeal, ½ oz. salt, 1 lb. potatoes, 1 lb. bread, 1 pint milk. No. 2 Ration: 8 oz. bread, 1 lb. potatoes, ½ oz. salt, 4 oz. onions. No. 3 Ration: 6 oz. oatmeal, ½ oz. salt, 8 oz. bread, 15 oz. bread. No. 4 Ration: 1 lb. bread, ½ oz. salt, 4 oz. meat. Those supplies to be delivered upon his requisition to the Acting Quarter-Master, who is to have the power of rejecting any article offered, and if proper supplies are not immediately substituted, of purchasing at the contractor's expense. Each tender must contain the four rations, and state the price per ration for each of the four.	[561, 876, 734, 1051]
ad-heading: TO PAINTERS AND UPHOLSTERERS.	[591, 1424, 704, 1446]
ads-list	[199, 76, 371, 1570]
ad-body: MR. WILLIAM JOHNSTON, NOTARY PUBLIC. Office:—Corner of Princes-street and High-street, Dunedin, (next door to Fraser & Granger, Saddlers,) Dunedin. N.B.—Ship Protests must be noted within Forty-eight hours after the Arrival of Vessel.	[380, 228, 553, 287]
ad-heading: GENERAL CONDITIONS.	[575, 1061, 720, 1072]
advertisement	[199, 1245, 371, 1508]
table-cell: 9	[200, 1671, 218, 1681]
column-3	[376, 56, 557, 2043]
advertisement	[743, 1174, 915, 1315]
table-row	[200, 1699, 371, 1709]
advertisement	[380, 1468, 552, 1529]
ad-heading: B R I G H T O N.	[54, 916, 154, 926]
ad-heading: DR. WILLIAMS, DECEASED.	[384, 138, 549, 149]
advertisement	[380, 1610, 552, 1662]
ad-body: To Lightermen, Coasters, Captains of Vessels and Others.	[18, 394, 191, 414]
table-cell: Lambton Quay	[218, 1599, 267, 1661]
ad-body: OF UPSET PRICES FOR RECLAIMED LAND, LAMBTON QUAY, &c., WELLINGTON. To be sold on Wednesday, 5th March, 1862.	[199, 1524, 372, 1563]
ad-heading: TO DAIRYMEN, BREEDERS, & BUTCHERS.	[22, 231, 186, 254]
ad-body: IT being the intention of the Government to grant a License for an Accommodation House on the Upper Taieri Ferry Reserve, Tenders will be received at the Superintendent's Office, Dunedin, on or before FRIDAY, the 28th day of February current, from parties willing to erect such an House, which House must include, independently of accommodation for ordinary travellers, separate bed-rooms for at least two persons, besides a sitting-room for travellers. By Order, JOHN LOGAN, Clerk to Superintendent.	[742, 1342, 915, 1469]
advertisement	[924, 557, 1096, 760]
ad-heading: SCHEDULE	[252, 1512, 319, 1523]
advertisement	[380, 1733, 552, 1850]
ad-body: M'CORMACK AND M'MAMIN, General Commission Agents, Intelligence and Labor Agency Offices, SMITH O'BRIEN & OLD HOUSE AT HOME, BROADWAY.	[380, 642, 553, 681]
ad-heading: POLE, DODS & CAMERON,	[388, 1471, 545, 1482]
